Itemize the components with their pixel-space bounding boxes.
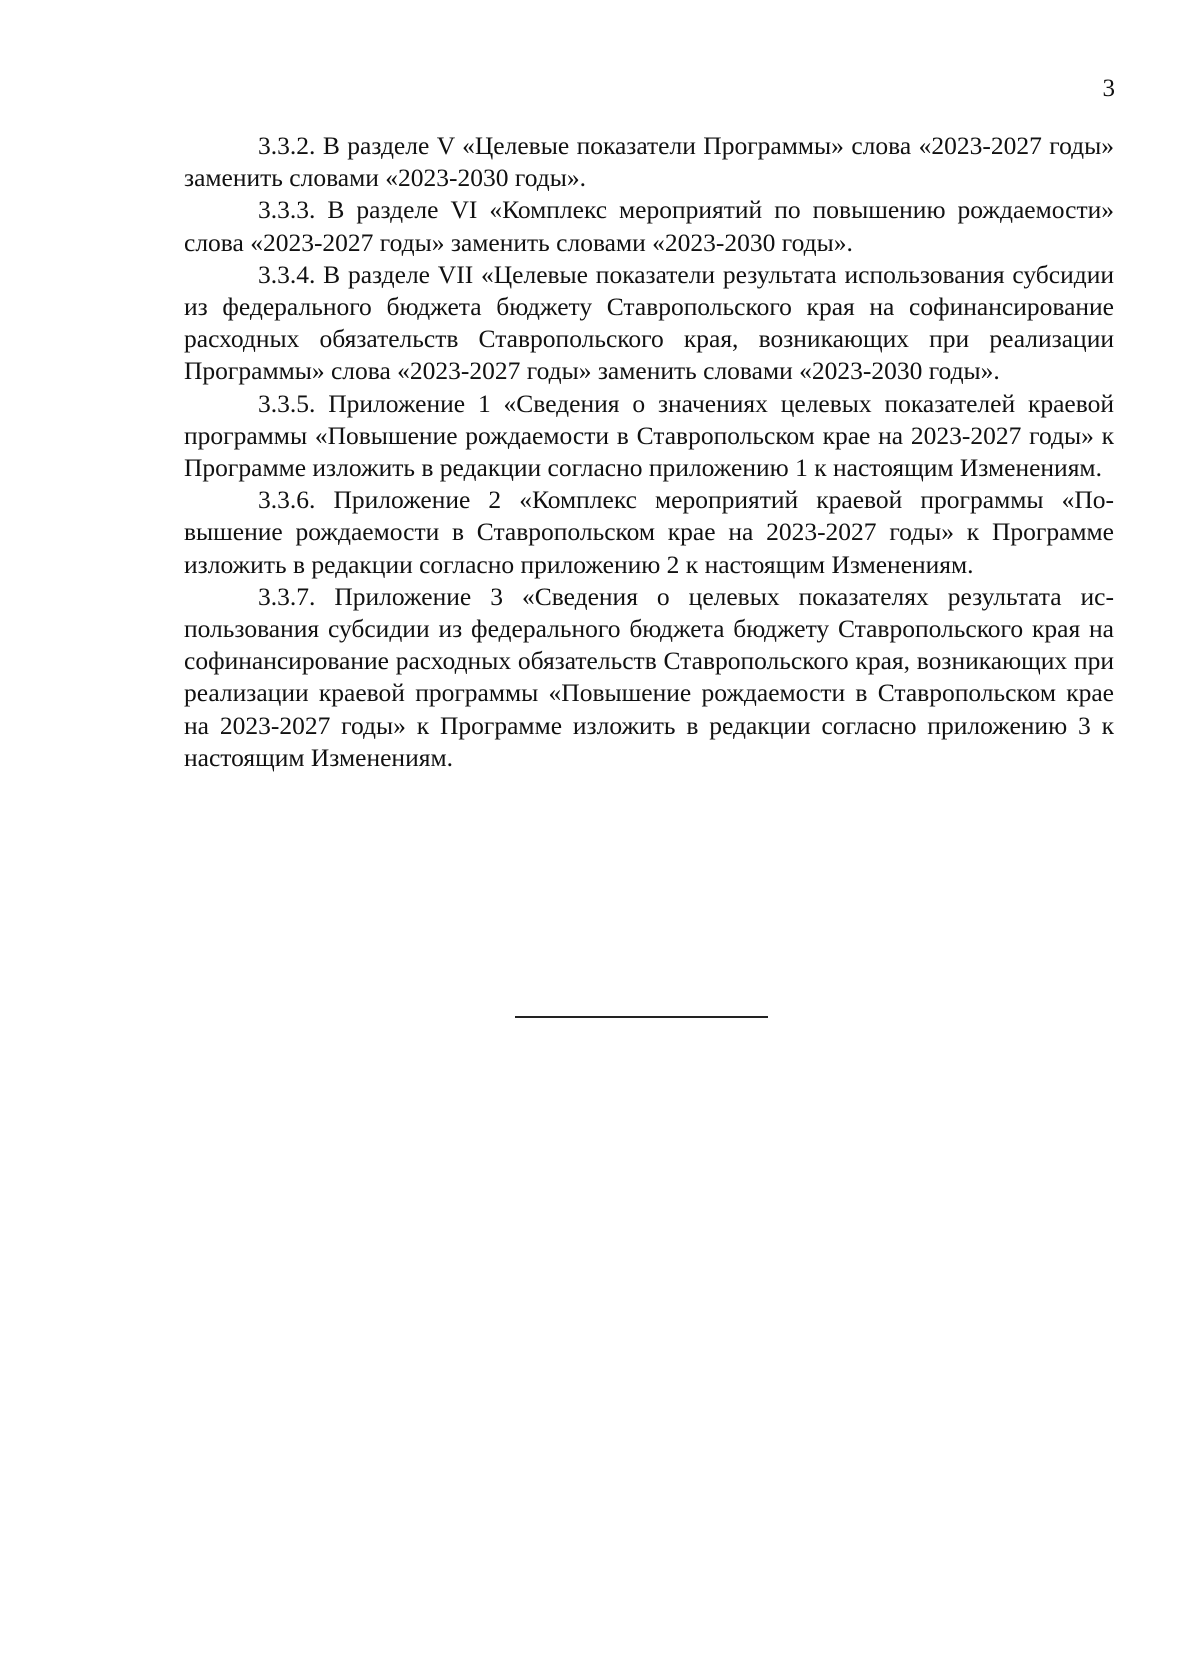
- paragraph-3-3-5: 3.3.5. Приложение 1 «Сведения о значениях целевых показателей краевой программы «Повышение рождаемости в Ставропольском крае на 2023-2027 годы» к Программе изложить в редакции согласно приложению 1 к настоящим Изменениям.: [184, 388, 1114, 483]
- paragraph-3-3-6: 3.3.6. Приложение 2 «Комплекс мероприятий краевой программы «Повышение рождаемости в Ставропольском крае на 2023-2027 годы» к Программе изложить в редакции согласно приложению 2 к настоящим Изменениям.: [184, 485, 1114, 579]
- end-of-text-rule: [515, 1016, 768, 1018]
- page-number: 3: [1102, 75, 1115, 102]
- document-body: [184, 130, 1114, 774]
- paragraph-3-3-4: 3.3.4. В разделе VII «Целевые показатели результата использования субсидии из федерального бюджета бюджету Ставропольского края на софинансирование расходных обязательств Ставропольского края, возникающих при реализации Программы» слова «2023-2027 годы» заменить словами «2023-2030 годы».: [184, 259, 1114, 386]
- paragraph-3-3-3: 3.3.3. В разделе VI «Комплекс мероприятий по повышению рождаемости» слова «2023-2027 годы» заменить словами «2023-2030 годы».: [184, 195, 1114, 257]
- paragraph-3-3-7: 3.3.7. Приложение 3 «Сведения о целевых показателях результата использования субсидии из федерального бюджета бюджету Ставропольского края на софинансирование расходных обязательств Ставропольского края, возникающих при реализации краевой программы «Повышение рождаемости в Ставропольском крае на 2023-2027 годы» к Программе изложить в редакции согласно приложению 3 к настоящим Изменениям.: [184, 581, 1114, 772]
- paragraph-3-3-2: 3.3.2. В разделе V «Целевые показатели Программы» слова «2023-2027 годы» заменить словами «2023-2030 годы».: [184, 131, 1114, 193]
